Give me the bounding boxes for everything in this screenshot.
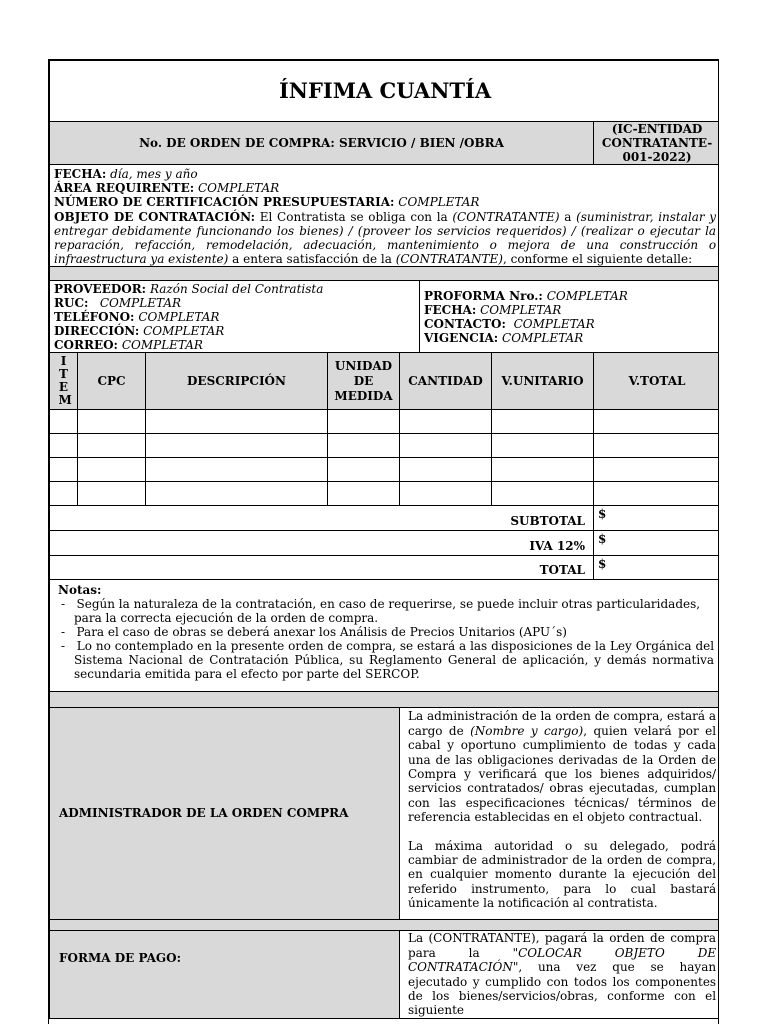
administrador-nombre-cargo: (Nombre y cargo) <box>470 723 584 738</box>
direccion-label: DIRECCIÓN: <box>54 324 140 339</box>
vunitario-cell[interactable] <box>492 434 594 458</box>
objeto-text-1: El Contratista se obliga con la <box>259 209 448 224</box>
proforma-block <box>420 281 720 353</box>
iva-value[interactable]: $ <box>594 531 720 556</box>
order-number-label: No. DE ORDEN DE COMPRA: SERVICIO / BIEN /OBRA <box>50 122 594 165</box>
forma-pago-label: FORMA DE PAGO: <box>50 931 400 1018</box>
unidad-cell[interactable] <box>328 410 400 434</box>
proveedor-value: Razón Social del Contratista <box>149 282 324 297</box>
proforma-fecha-label: FECHA: <box>424 303 477 318</box>
cpc-cell[interactable] <box>78 410 146 434</box>
col-header-unidad: UNIDAD DE MEDIDA <box>328 353 400 410</box>
ruc-label: RUC: <box>54 296 89 311</box>
proveedor-block <box>50 281 420 353</box>
item-cell[interactable] <box>50 434 78 458</box>
objeto-contratante-1: (CONTRATANTE) <box>452 209 560 224</box>
proforma-value: COMPLETAR <box>546 289 628 304</box>
vtotal-cell[interactable] <box>594 458 720 482</box>
vigencia-label: VIGENCIA: <box>424 331 499 346</box>
fecha-line <box>54 167 716 181</box>
nota-text: Lo no contemplado en la presente orden de compra, se estará a las disposiciones de la Ley Orgánica del Sistema Nacional de Contratación Pública, su Reglamento General de aplicación, y demás normativa secundaria emitida para el efecto por parte del SERCOP. <box>74 639 715 682</box>
area-line <box>54 181 716 195</box>
vunitario-cell[interactable] <box>492 458 594 482</box>
cantidad-cell[interactable] <box>400 482 492 506</box>
order-form <box>49 60 719 1019</box>
proforma-fecha-value: COMPLETAR <box>480 303 562 318</box>
fecha-label: FECHA: <box>54 167 107 181</box>
vunitario-cell[interactable] <box>492 410 594 434</box>
certificacion-line <box>54 195 716 209</box>
administrador-paragraph-1 <box>408 709 716 824</box>
section-divider <box>50 692 720 708</box>
descripcion-cell[interactable] <box>146 482 328 506</box>
area-value: COMPLETAR <box>198 181 280 196</box>
administrador-p1-b: , quien velará por el cabal y oportuno cumplimiento de todas y cada una de las obligaciones derivadas de la Orden de Compra y verificará que los bienes adquiridos/ servicios contratados/ obras ejecutadas, cumplan con las especificaciones técnicas/ términos de referencia establecidas en el objeto contractual. <box>408 723 717 825</box>
unidad-cell[interactable] <box>328 458 400 482</box>
certificacion-value: COMPLETAR <box>398 195 480 210</box>
cpc-cell[interactable] <box>78 482 146 506</box>
contacto-value: COMPLETAR <box>513 317 595 332</box>
administrador-paragraph-2: La máxima autoridad o su delegado, podrá cambiar de administrador de la orden de compra, en cualquier momento durante la ejecución del referido instrumento, para lo cual bastará únicamente la notificación al contratista. <box>408 838 717 911</box>
cantidad-cell[interactable] <box>400 434 492 458</box>
proforma-label: PROFORMA Nro.: <box>424 289 543 304</box>
pago-text-1: La (CONTRATANTE), pagará la orden de compra para la <box>408 931 717 960</box>
telefono-value: COMPLETAR <box>138 310 220 325</box>
col-header-vunitario: V.UNITARIO <box>492 353 594 410</box>
administrador-p1-a: La administración de la orden de compra, estará a cargo de <box>408 709 717 738</box>
descripcion-cell[interactable] <box>146 410 328 434</box>
notas-title: Notas: <box>58 583 102 598</box>
item-cell[interactable] <box>50 458 78 482</box>
contacto-label: CONTACTO: <box>424 317 506 332</box>
vigencia-value: COMPLETAR <box>502 331 584 346</box>
objeto-contratante-2: (CONTRATANTE) <box>395 252 503 267</box>
administrador-label: ADMINISTRADOR DE LA ORDEN COMPRA <box>50 708 400 920</box>
subtotal-value[interactable]: $ <box>594 506 720 531</box>
vtotal-cell[interactable] <box>594 410 720 434</box>
item-cell[interactable] <box>50 482 78 506</box>
col-header-cantidad: CANTIDAD <box>400 353 492 410</box>
document-title: ÍNFIMA CUANTÍA <box>50 61 720 122</box>
objeto-text-2: a <box>564 209 572 224</box>
col-header-descripcion: DESCRIPCIÓN <box>146 353 328 410</box>
fecha-value: día, mes y año <box>110 167 198 181</box>
objeto-alternatives: (suministrar, instalar y entregar debidamente funcionando los bienes) / (proveer los servicios requeridos) / (realizar o ejecutar la reparación, refacción, remodelación, adecuación, mantenimiento o mejora de una construcción o infraestructura ya existente) <box>54 209 717 267</box>
pago-text-2: , una vez que se hayan ejecutado y cumplido con todos los componentes de los bienes/servicios/obras, conforme con el siguiente <box>408 960 717 1018</box>
forma-pago-text <box>400 931 720 1018</box>
total-value[interactable]: $ <box>594 556 720 580</box>
col-header-item <box>50 353 78 410</box>
cantidad-cell[interactable] <box>400 458 492 482</box>
total-label: TOTAL <box>50 556 594 580</box>
certificacion-label: NÚMERO DE CERTIFICACIÓN PRESUPUESTARIA: <box>54 195 395 210</box>
nota-item: - Lo no contemplado en la presente orden de compra, se estará a las disposiciones de la Ley Orgánica del Sistema Nacional de Contratación Pública, su Reglamento General de aplicación, y demás normativa secundaria emitida para el efecto por parte del SERCOP. <box>61 639 715 682</box>
col-header-cpc: CPC <box>78 353 146 410</box>
cpc-cell[interactable] <box>78 434 146 458</box>
ruc-value: COMPLETAR <box>99 296 182 311</box>
cpc-cell[interactable] <box>78 458 146 482</box>
nota-text: Para el caso de obras se deberá anexar los Análisis de Precios Unitarios (APU´s) <box>76 625 567 640</box>
nota-item: - Según la naturaleza de la contratación, en caso de requerirse, se puede incluir otras particularidades, para la correcta ejecución de la orden de compra. <box>61 597 701 626</box>
correo-label: CORREO: <box>54 338 118 353</box>
cantidad-cell[interactable] <box>400 410 492 434</box>
nota-text: Según la naturaleza de la contratación, en caso de requerirse, se puede incluir otras particularidades, para la correcta ejecución de la orden de compra. <box>74 597 701 626</box>
objeto-paragraph <box>54 210 716 267</box>
direccion-value: COMPLETAR <box>143 324 225 339</box>
nota-item: - Para el caso de obras se deberá anexar los Análisis de Precios Unitarios (APU´s) <box>61 625 567 640</box>
general-info <box>50 165 720 267</box>
vtotal-cell[interactable] <box>594 482 720 506</box>
subtotal-label: SUBTOTAL <box>50 506 594 531</box>
notas-block <box>50 580 720 692</box>
section-divider <box>50 267 720 281</box>
col-header-vtotal: V.TOTAL <box>594 353 720 410</box>
area-label: ÁREA REQUIRENTE: <box>54 181 195 196</box>
order-code: (IC-ENTIDAD CONTRATANTE-001-2022) <box>594 122 720 165</box>
objeto-text-4: , conforme el siguiente detalle: <box>502 252 693 267</box>
descripcion-cell[interactable] <box>146 458 328 482</box>
correo-value: COMPLETAR <box>121 338 203 353</box>
vunitario-cell[interactable] <box>492 482 594 506</box>
vtotal-cell[interactable] <box>594 434 720 458</box>
proveedor-label: PROVEEDOR: <box>54 282 147 297</box>
descripcion-cell[interactable] <box>146 434 328 458</box>
iva-label: IVA 12% <box>50 531 594 556</box>
administrador-text <box>400 708 720 920</box>
pago-objeto: "COLOCAR OBJETO DE CONTRATACIÓN" <box>408 945 717 975</box>
document-page <box>48 59 719 1024</box>
col-header-item-text: I T E M <box>58 354 72 408</box>
objeto-text-3: a entera satisfacción de la <box>232 252 392 267</box>
section-divider <box>50 920 720 931</box>
objeto-label: OBJETO DE CONTRATACIÓN: <box>54 209 256 224</box>
item-cell[interactable] <box>50 410 78 434</box>
unidad-cell[interactable] <box>328 482 400 506</box>
telefono-label: TELÉFONO: <box>54 310 135 325</box>
unidad-cell[interactable] <box>328 434 400 458</box>
